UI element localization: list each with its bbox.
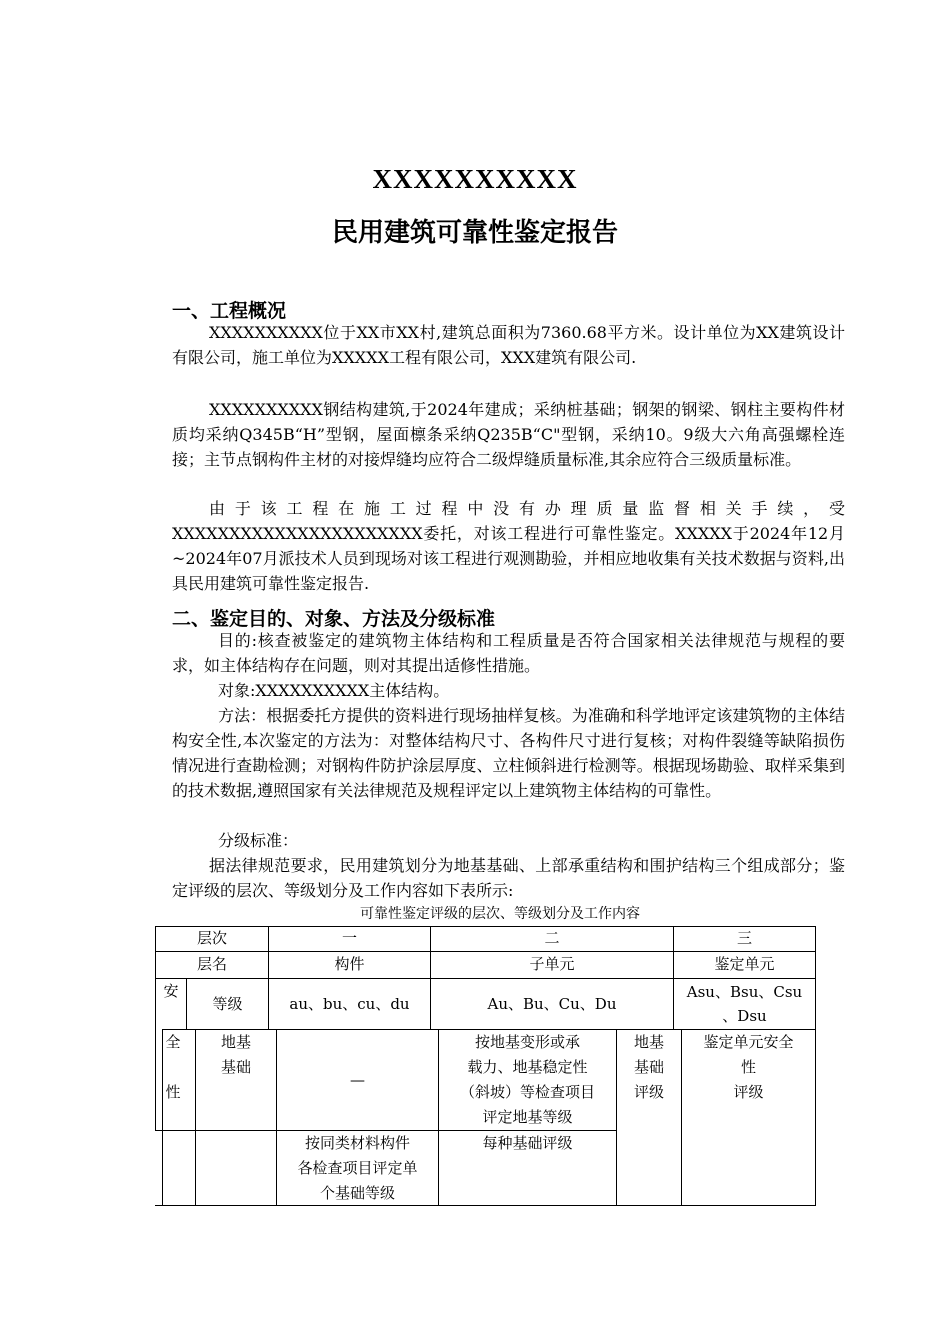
- section1-para3: 由于该工程在施工过程中没有办理质量监督相关手续，受XXXXXXXXXXXXXXXXXXXXXX委托，对该工程进行可靠性鉴定。XXXXX于2024年12月~2024年07月派技术人员到现场对该工程进行观测勘验，并相应地收集有关技术数据与资料,出具民用建筑可靠性鉴定报告.: [172, 499, 845, 593]
- section1-heading: 一、工程概况: [172, 300, 287, 322]
- table-cell: 按地基变形或承: [474, 1033, 580, 1051]
- table-cell: 各检查项目评定单: [297, 1159, 418, 1177]
- table-cell: 层名: [196, 955, 227, 973]
- table-cell: 等级: [212, 995, 243, 1013]
- document-title: 民用建筑可靠性鉴定报告: [331, 218, 618, 248]
- section2-method: 方法：根据委托方提供的资料进行现场抽样复核。为准确和科学地评定该建筑物的主体结构安全性,本次鉴定的方法为：对整体结构尺寸、各构件尺寸进行复核；对构件裂缝等缺陷损伤情况进行查勘检测；对钢构件防护涂层厚度、立柱倾斜进行检测等。根据现场勘验、取样采集到的技术数据,遵照国家有关法律规范及规程评定以上建筑物主体结构的可靠性。: [172, 706, 845, 800]
- table-cell: 子单元: [529, 955, 575, 973]
- table-cell: 每种基础评级: [482, 1134, 573, 1152]
- table-cell: 地基: [220, 1033, 251, 1051]
- table-cell: 基础: [220, 1058, 251, 1076]
- section2-grading-text: 据法律规范要求，民用建筑划分为地基基础、上部承重结构和围护结构三个组成部分；鉴定评级的层次、等级划分及工作内容如下表所示:: [172, 856, 845, 900]
- table-cell: 载力、地基稳定性: [467, 1058, 588, 1076]
- table-cell: 一: [341, 929, 357, 947]
- section2-purpose: 目的:核查被鉴定的建筑物主体结构和工程质量是否符合国家相关法律规范与规程的要求，如主体结构存在问题，则对其提出适修性措施。: [172, 631, 845, 675]
- table-cell: 二: [544, 929, 560, 947]
- table-cell: 鉴定单元: [714, 955, 775, 973]
- table-cell: 、Dsu: [722, 1007, 767, 1025]
- table-cell: （斜坡）等检查项目: [459, 1083, 595, 1101]
- document-title-code: XXXXXXXXXX: [372, 164, 578, 194]
- table-cell: 评级: [633, 1083, 664, 1101]
- table-side-label: 性: [165, 1083, 181, 1101]
- table-cell: 三: [736, 929, 752, 947]
- table-caption: 可靠性鉴定评级的层次、等级划分及工作内容: [360, 906, 640, 922]
- table-side-label: 全: [165, 1033, 181, 1051]
- table-cell: 性: [740, 1058, 756, 1076]
- section2-heading: 二、鉴定目的、对象、方法及分级标准: [172, 608, 496, 630]
- table-cell: 评定地基等级: [482, 1108, 573, 1126]
- table-cell: 评级: [733, 1083, 764, 1101]
- table-cell: —: [350, 1071, 365, 1089]
- section1-para1: XXXXXXXXXX位于XX市XX村,建筑总面积为7360.68平方米。设计单位为XX建筑设计有限公司，施工单位为XXXXX工程有限公司，XXX建筑有限公司.: [172, 323, 845, 367]
- section2-grading-label: 分级标准：: [218, 831, 299, 850]
- table-cell: Au、Bu、Cu、Du: [487, 995, 617, 1013]
- table-cell: 层次: [196, 929, 227, 947]
- table-cell: 个基础等级: [319, 1184, 395, 1202]
- table-side-label: 安: [163, 982, 179, 1000]
- table-cell: Asu、Bsu、Csu: [686, 983, 803, 1001]
- table-cell: 构件: [334, 955, 365, 973]
- table-cell: 按同类材料构件: [304, 1134, 410, 1152]
- table-cell: 基础: [633, 1058, 664, 1076]
- table-cell: au、bu、cu、du: [289, 995, 410, 1013]
- section1-para2: XXXXXXXXXX钢结构建筑,于2024年建成；采纳桩基础；钢架的钢梁、钢柱主要构件材质均采纳Q345B“H”型钢，屋面檩条采纳Q235B“C"型钢，采纳10。9级大六角高强螺栓连接；主节点钢构件主材的对接焊缝均应符合二级焊缝质量标准,其余应符合三级质量标准。: [172, 400, 845, 469]
- table-cell: 地基: [633, 1033, 664, 1051]
- section2-object: 对象:XXXXXXXXXX主体结构。: [218, 681, 450, 700]
- table-cell: 鉴定单元安全: [703, 1033, 794, 1051]
